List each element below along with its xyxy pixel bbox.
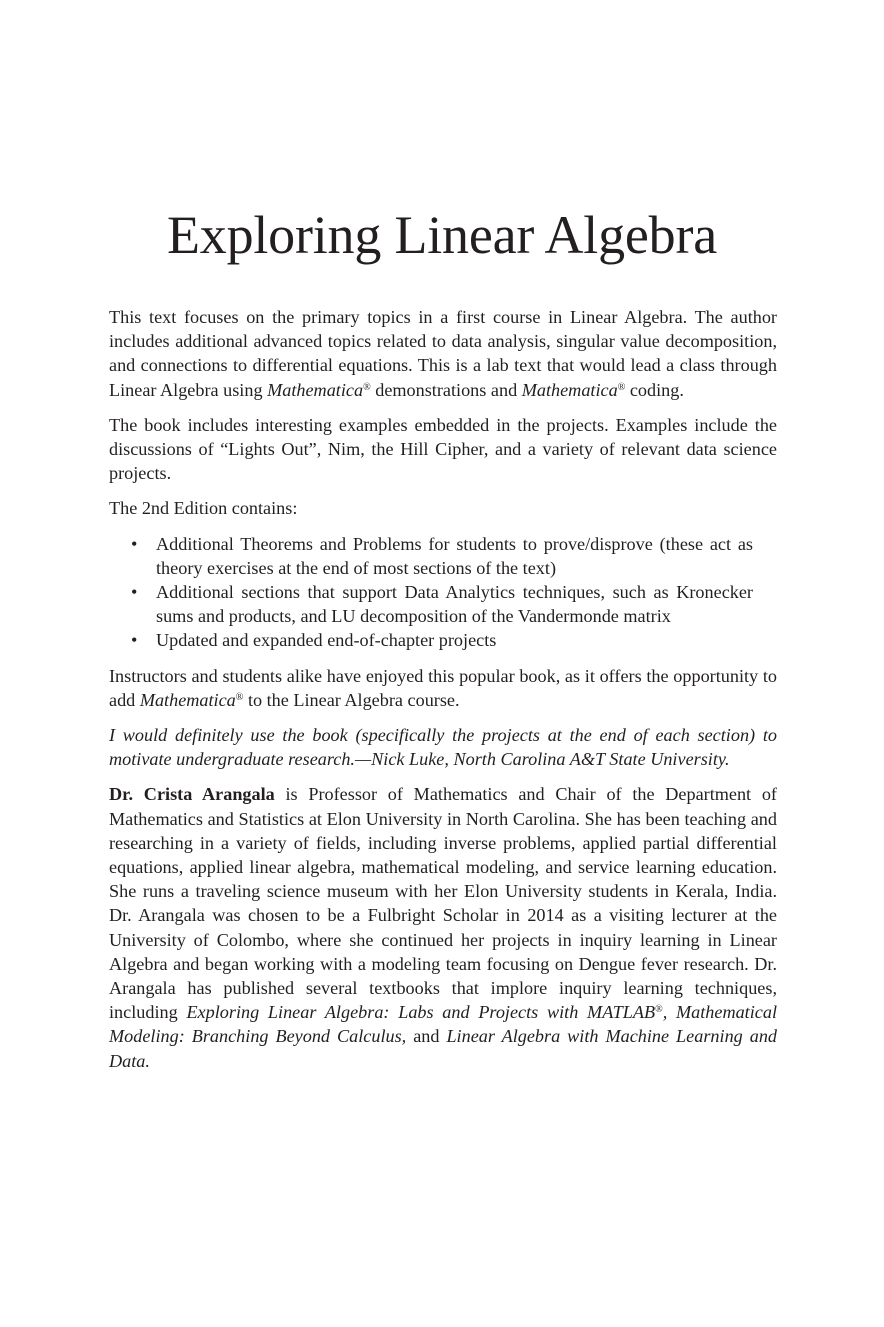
mathematica-name: Mathematica [521,379,618,400]
edition-features-list [109,532,777,653]
mathematica-name: Mathematica [139,689,236,710]
list-item-text: Updated and expanded end-of-chapter projects [156,630,497,651]
book-title: Exploring Linear Algebra [166,205,718,265]
list-item [109,532,777,580]
bullet-icon: • [131,630,138,651]
list-item [109,628,777,652]
instructors-paragraph [109,664,777,712]
title-separator: and [406,1026,447,1047]
author-bio [109,782,777,1072]
bullet-icon: • [131,533,138,554]
mathematica-name: Mathematica [267,379,364,400]
instructors-text-2: to the Linear Algebra course. [243,689,460,710]
list-item-text: Additional sections that support Data Analytics techniques, such as Kronecker sums and products, and LU decomposition of the Vandermonde matrix [156,582,753,627]
book-title-3: Linear Algebra with Machine Learning and Data. [109,1026,778,1071]
registered-mark: ® [617,381,626,393]
title-separator: , [662,1002,676,1023]
book-title-2: Mathematical Modeling: Branching Beyond Calculus, [109,1002,778,1047]
author-bio-text: is Professor of Mathematics and Chair of the Department of Mathematics and Statistics at Elon University in North Carolina. She has been teaching and researching in a variety of fields, including inverse problems, applied partial differential equations, applied linear algebra, mathematical modeling, and service learning education. She runs a traveling science museum with her Elon University students in Kerala, India. Dr. Arangala was chosen to be a Fulbright Scholar in 2014 as a visiting lecturer at the University of Colombo, where she continued her projects in inquiry learning in Linear Algebra and began working with a modeling team focusing on Dengue fever research. Dr. Arangala has published several textbooks that implore inquiry learning techniques, including [109,784,777,1023]
intro-text-3: coding. [625,379,684,400]
intro-text-1: This text focuses on the primary topics in a first course in Linear Algebra. The author includes additional advanced topics related to data analysis, singular value decomposition, and connections to differential equations. This is a lab text that would lead a class through Linear Algebra using [109,307,777,400]
edition-intro: The 2nd Edition contains: [109,498,298,519]
bullet-icon: • [131,582,138,603]
review-quote-text: I would definitely use the book (specifically the projects at the end of each section) to motivate undergraduate research.—Nick Luke, North Carolina A&T State University. [109,725,777,770]
registered-mark: ® [235,691,244,703]
intro-paragraph [109,305,777,402]
author-name: Dr. Crista Arangala [109,784,275,805]
intro-text-2: demonstrations and [370,379,522,400]
cover-text [109,305,777,1084]
registered-mark: ® [655,1004,663,1016]
list-item-text: Additional Theorems and Problems for students to prove/disprove (these act as theory exercises at the end of most sections of the text) [156,533,753,578]
book-title-1: Exploring Linear Algebra: Labs and Projects with MATLAB [186,1002,656,1023]
review-quote [109,723,777,771]
instructors-text-1: Instructors and students alike have enjoyed this popular book, as it offers the opportunity to add [109,665,777,710]
list-item [109,580,777,628]
registered-mark: ® [363,381,371,393]
examples-paragraph: The book includes interesting examples embedded in the projects. Examples include the discussions of “Lights Out”, Nim, the Hill Cipher, and a variety of relevant data science projects. [109,414,777,484]
